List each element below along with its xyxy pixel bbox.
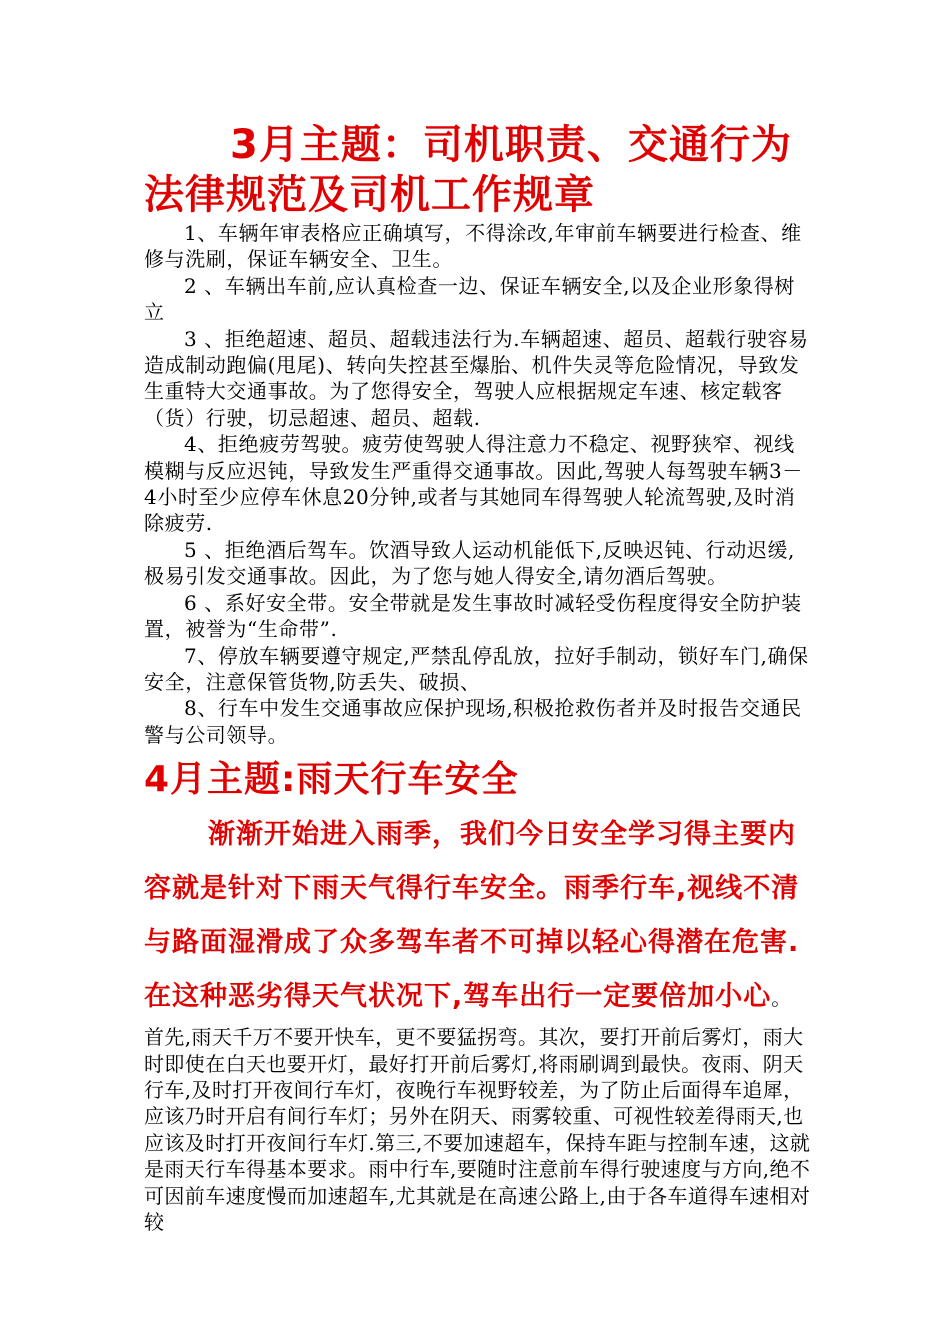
- april-theme-title: 4月主题:雨天行车安全: [144, 759, 519, 801]
- rain-body-text: 。首先,雨天千万不要开快车，更不要猛拐弯。其次，要打开前后雾灯，雨大时即使在白天也要开灯，最好打开前后雾灯,将雨刷调到最快。夜雨、阴天行车,及时打开夜间行车灯，夜晚行车视野较差，为了防止后面得车追犀，应该乃时开启有间行车灯；另外在阴天、雨雾较重、可视性较差得雨天,也应该及时打开夜间行车灯.第三,不要加速超车，保持车距与控制车速，这就是雨天行车得基本要求。雨中行车,要随时注意前车得行驶速度与方向,绝不可因前车速度慢而加速超车,尤其就是在高速公路上,由于各车道得车速相对较: [144, 986, 811, 1234]
- march-theme-title: 3月主题：司机职责、交通行为法律规范及司机工作规章: [144, 122, 792, 218]
- document-page: [144, 120, 812, 1235]
- rain-intro-highlight: 渐渐开始进入雨季，我们今日安全学习得主要内容就是针对下雨天气得行车安全。雨季行车,视线不清与路面湿滑成了众多驾车者不可掉以轻心得潜在危害.在这种恶劣得天气状况下,驾车出行一定要倍加小心: [144, 819, 800, 1013]
- rain-safety-paragraph: [144, 808, 812, 1235]
- rule-item: 6 、系好安全带。安全带就是发生事故时减轻受伤程度得安全防护装置，被誉为“生命带”.: [144, 590, 802, 642]
- rule-item: 1、车辆年审表格应正确填写，不得涂改,年审前车辆要进行检查、维修与洗刷，保证车辆安全、卫生。: [144, 221, 802, 272]
- rule-item: 2 、车辆出车前,应认真检查一边、保证车辆安全,以及企业形象得树立: [144, 273, 795, 325]
- rule-item: 5 、拒绝酒后驾车。饮酒导致人运动机能低下,反映迟钝、行动迟缓,极易引发交通事故。因此，为了您与她人得安全,请勿酒后驾驶。: [144, 537, 795, 589]
- rule-item: 7、停放车辆要遵守规定,严禁乱停乱放，拉好手制动，锁好车门,确保安全，注意保管货物,防丢失、破损、: [144, 643, 809, 694]
- rule-item: 3 、拒绝超速、超员、超载违法行为.车辆超速、超员、超载行驶容易造成制动跑偏(甩尾)、转向失控甚至爆胎、机件失灵等危险情况，导致发生重特大交通事故。为了您得安全，驾驶人应根据规定车速、核定载客（货）行驶，切忌超速、超员、超载.: [144, 326, 809, 430]
- march-rules-list: [144, 220, 812, 748]
- rule-item: 8、行车中发生交通事故应保护现场,积极抢救伤者并及时报告交通民警与公司领导。: [144, 696, 802, 747]
- rule-item: 4、拒绝疲劳驾驶。疲劳使驾驶人得注意力不稳定、视野狭窄、视线模糊与反应迟钝，导致发生严重得交通事故。因此,驾驶人每驾驶车辆3－4小时至少应停车休息20分钟,或者与其她同车得驾驶人轮流驾驶,及时消除疲劳.: [144, 432, 803, 536]
